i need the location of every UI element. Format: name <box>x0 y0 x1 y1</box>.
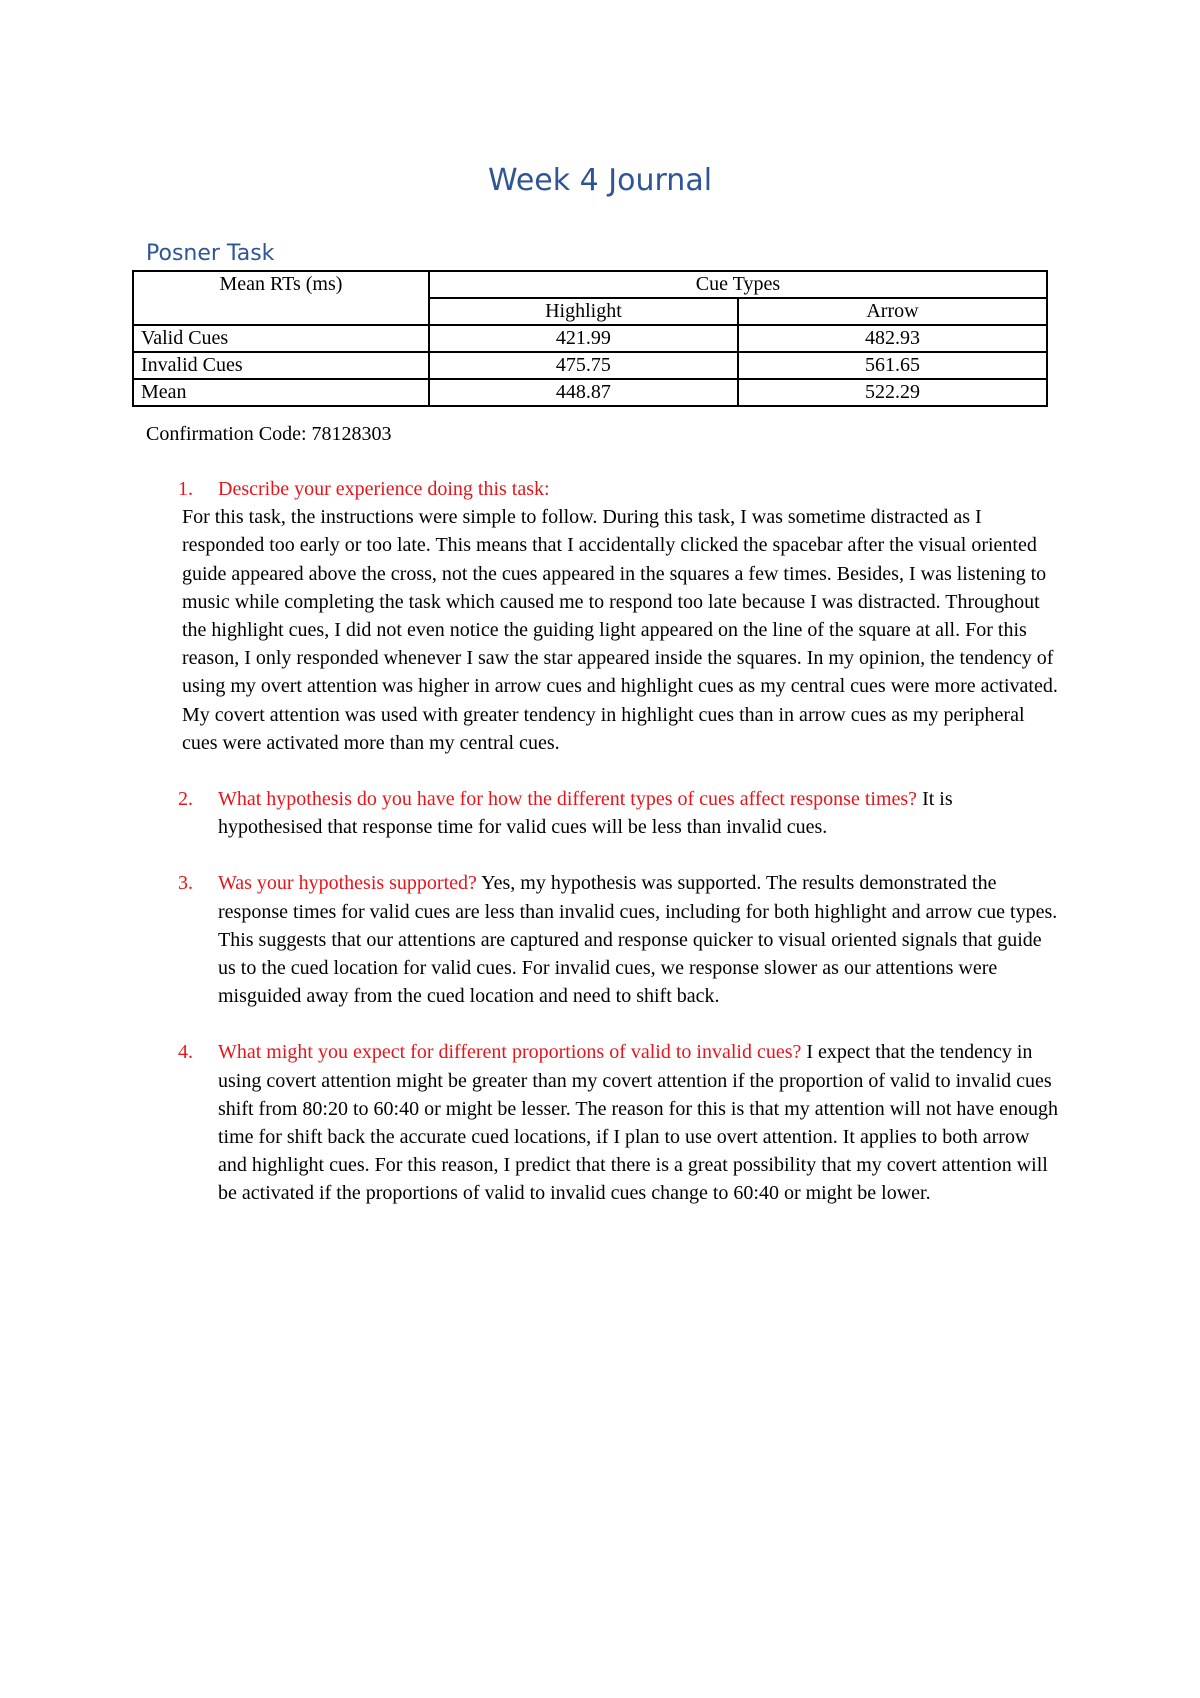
answer-text: For this task, the instructions were simple to follow. During this task, I was sometime distracted as I responded too early or too late. This means that I accidentally clicked the spacebar after the visual oriented guide appeared above the cross, not the cues appeared in the squares a few times. Besides, I was listening to music while completing the task which caused me to respond too late because I was distracted. Throughout the highlight cues, I did not even notice the guiding light appeared on the line of the square at all. For this reason, I only responded whenever I saw the star appeared inside the squares. In my opinion, the tendency of using my overt attention was higher in arrow cues and highlight cues as my central cues were more activated. My covert attention was used with greater tendency in highlight cues than in arrow cues as my peripheral cues were activated more than my central cues. <box>182 506 1058 754</box>
table-row <box>133 325 1047 352</box>
table-row <box>133 352 1047 379</box>
answer-text: It is hypothesised that response time for valid cues will be less than invalid cues. <box>218 788 953 839</box>
table-cell: 475.75 <box>429 352 738 379</box>
table-header-label: Mean RTs (ms) <box>133 271 429 325</box>
question-number: 2. <box>178 788 193 811</box>
page-title: Week 4 Journal <box>487 163 713 198</box>
question-number: 4. <box>178 1041 193 1064</box>
section-heading: Posner Task <box>146 241 275 266</box>
column-header-arrow: Arrow <box>738 298 1047 325</box>
table-cell: 561.65 <box>738 352 1047 379</box>
answer-text: Yes, my hypothesis was supported. The results demonstrated the response times for valid cues are less than invalid cues, including for both highlight and arrow cue types. This suggests that our attentions are captured and response quicker to visual oriented signals that guide us to the cued location for valid cues. For invalid cues, we response slower as our attentions were misguided away from the cued location and need to shift back. <box>218 872 1058 1008</box>
table-cell: 522.29 <box>738 379 1047 406</box>
row-label: Valid Cues <box>133 325 429 352</box>
confirmation-code: Confirmation Code: 78128303 <box>146 423 392 445</box>
question-item <box>180 1038 1060 1207</box>
table-cell: 482.93 <box>738 325 1047 352</box>
row-label: Mean <box>133 379 429 406</box>
question-text: What hypothesis do you have for how the different types of cues affect response times? <box>218 788 923 811</box>
mean-rt-table <box>132 270 1048 407</box>
answer-text: I expect that the tendency in using covert attention might be greater than my covert attention if the proportion of valid to invalid cues shift from 80:20 to 60:40 or might be lesser. The reason for this is that my attention will not have enough time for shift back the accurate cued locations, if I plan to use overt attention. It applies to both arrow and highlight cues. For this reason, I predict that there is a great possibility that my covert attention will be activated if the proportions of valid to invalid cues change to 60:40 or might be lower. <box>218 1041 1059 1205</box>
row-label: Invalid Cues <box>133 352 429 379</box>
question-list <box>180 475 1060 1208</box>
question-number: 3. <box>178 872 193 895</box>
table-cell: 421.99 <box>429 325 738 352</box>
question-item <box>180 869 1060 1010</box>
table-row <box>133 379 1047 406</box>
question-text: Describe your experience doing this task: <box>218 478 550 500</box>
question-item <box>180 475 1060 757</box>
table-group-label: Cue Types <box>429 271 1047 298</box>
question-item <box>180 785 1060 841</box>
column-header-highlight: Highlight <box>429 298 738 325</box>
question-text: Was your hypothesis supported? <box>218 872 482 895</box>
question-number: 1. <box>178 478 193 500</box>
question-text: What might you expect for different proportions of valid to invalid cues? <box>218 1041 807 1064</box>
table-cell: 448.87 <box>429 379 738 406</box>
